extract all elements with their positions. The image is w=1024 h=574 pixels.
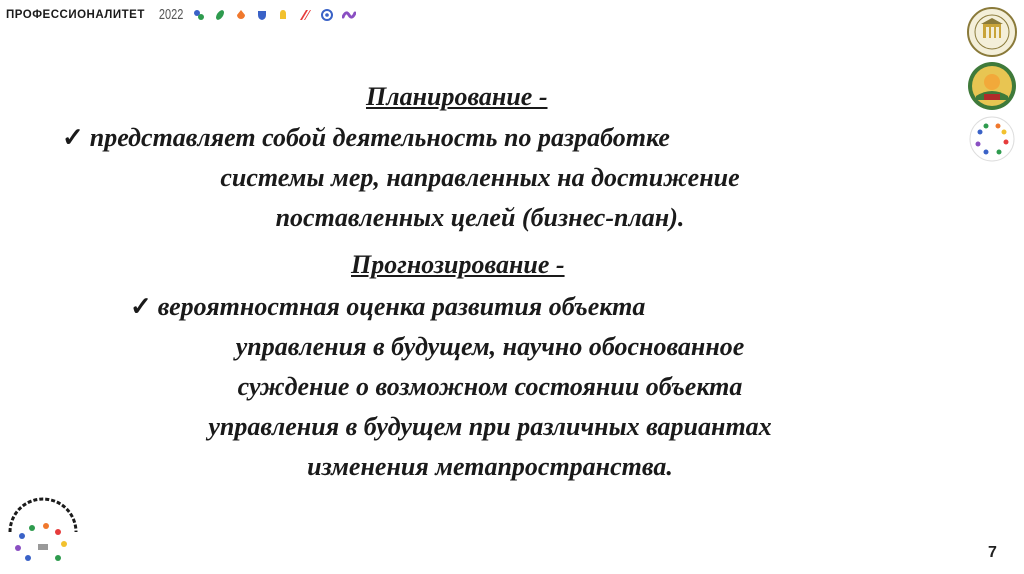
target-icon: [321, 9, 333, 21]
forecasting-line-5: изменения метапространства.: [307, 452, 673, 481]
forecasting-title: Прогнозирование -: [351, 250, 565, 279]
forecasting-line-3: суждение о возможном состоянии объекта: [237, 372, 743, 401]
checkmark-icon: ✓: [130, 292, 152, 321]
brand-year: 2022: [158, 6, 184, 24]
forecasting-line-4: управления в будущем при различных вариантах: [208, 412, 772, 441]
brand-name: ПРОФЕССИОНАЛИТЕТ: [6, 9, 145, 21]
planning-line-1: ✓ представляет собой деятельность по разработке: [62, 123, 670, 152]
planning-line-2: системы мер, направленных на достижение: [220, 163, 740, 192]
forecasting-line-2: управления в будущем, научно обоснованное: [235, 332, 745, 361]
shield-icon: [256, 9, 268, 21]
planning-title: Планирование -: [366, 82, 548, 111]
professionalitet-corner-logo-icon: [2, 492, 84, 572]
header-bar: [6, 4, 356, 26]
wave-icon: [342, 9, 356, 21]
leaf-icon: [214, 9, 226, 21]
drop-icon: [235, 9, 247, 21]
professionalitet-round-logo-icon: [966, 114, 1018, 164]
stripes-icon: [298, 9, 312, 21]
brand-icon-row: [193, 9, 356, 21]
college-seal-icon: [966, 6, 1018, 58]
puzzle-icon: [193, 9, 205, 21]
page-number: 7: [988, 544, 997, 561]
forecasting-line-1: ✓ вероятностная оценка развития объекта: [130, 292, 646, 321]
planning-definition: [40, 118, 920, 238]
bell-icon: [277, 9, 289, 21]
checkmark-icon: ✓: [62, 123, 84, 152]
planning-line-3: поставленных целей (бизнес-план).: [275, 203, 685, 232]
forecasting-definition: [60, 287, 920, 487]
emblem-seal-icon: [966, 60, 1018, 112]
